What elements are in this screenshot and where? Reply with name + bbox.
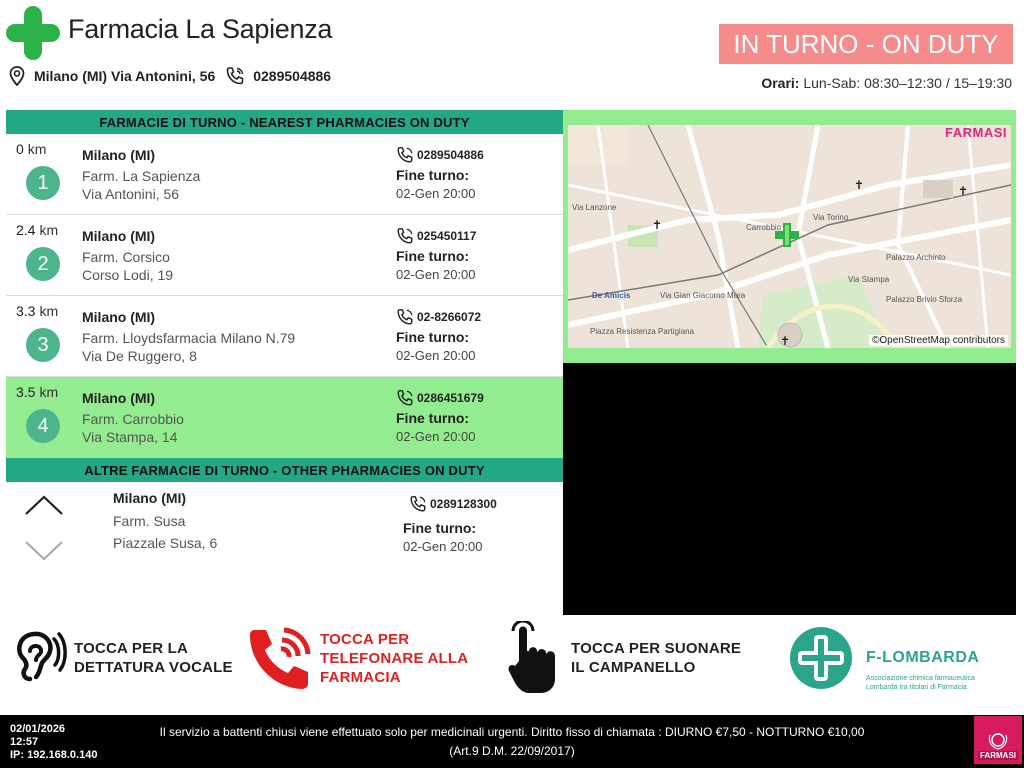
pharmacy-phone: 02-8266072 [396,308,481,326]
pharmacy-city: Milano (MI) [82,147,156,163]
footer-bar [0,715,1024,768]
end-shift-value: 02-Gen 20:00 [396,348,476,363]
nearest-pharmacy-list [6,134,563,458]
media-panel [563,363,1016,615]
map-label: Via Lanzone [572,203,617,212]
phone-icon [396,308,414,326]
svg-text:✝: ✝ [958,184,969,198]
arrow-up-icon[interactable] [24,494,64,516]
pharmacy-street: Via Stampa, 14 [82,429,178,445]
nearest-section-title: FARMACIE DI TURNO - NEAREST PHARMACIES ON DUTY [6,110,563,134]
pharmacy-phone: 0286451679 [396,389,484,407]
end-shift-value: 02-Gen 20:00 [403,539,483,554]
map-label: De Amicis [592,291,631,300]
pharmacy-street: Via De Ruggero, 8 [82,348,197,364]
f-lombarda-logo [788,625,1018,695]
pharmacy-name: Farm. Carrobbio [82,411,184,427]
farmasi-logo: FARMASI [974,716,1022,764]
hours-label: Orari: [761,75,800,91]
map-label: Piazza Resistenza Partigiana [590,327,695,336]
pharmacy-phone: 0289128300 [409,495,497,513]
partner-subtitle: Associazione chimica farmaceutica Lombarda tra titolari di Farmacia [866,675,975,691]
pharmacy-street: Corso Lodi, 19 [82,267,174,283]
rank-badge: 3 [26,328,60,362]
end-shift-value: 02-Gen 20:00 [396,267,476,282]
rank-badge: 1 [26,166,60,200]
voice-dictation-button[interactable] [10,622,244,694]
map-brand-logo: FARMASI [945,125,1007,140]
end-shift-label: Fine turno: [396,248,470,264]
system-info [10,723,97,762]
map-label: Via Torino [813,213,849,222]
pharmacy-row[interactable] [6,134,563,215]
on-duty-badge: IN TURNO - ON DUTY [719,24,1013,64]
logo-cross-icon [6,6,60,60]
service-notice: Il servizio a battenti chiusi viene effettuato solo per medicinali urgenti. Diritto fisso di chiamata : DIURNO €7,50 - NOTTURNO €10,00 (Art.9 D.M. 22/09/2017) [159,725,865,758]
end-shift-label: Fine turno: [396,167,470,183]
phone-icon [396,389,414,407]
hand-pointer-icon [505,621,561,695]
ear-icon [10,629,68,687]
phone-icon [409,495,427,513]
laurel-icon [987,731,1009,751]
svg-text:✝: ✝ [854,178,865,192]
pharmacy-city: Milano (MI) [82,228,156,244]
pharmacy-name: Farm. Corsico [82,249,170,265]
other-pharmacy-panel [6,482,563,612]
map-label: Carrobbio [746,223,782,232]
hours-value: Lun-Sab: 08:30–12:30 / 15–19:30 [803,75,1012,91]
pharmacy-name: Farm. Susa [113,513,186,529]
phone-icon [225,66,245,86]
other-section-title: ALTRE FARMACIE DI TURNO - OTHER PHARMACIES ON DUTY [6,458,563,482]
pharmacy-name: Farmacia La Sapienza [68,14,333,44]
distance: 0 km [16,141,47,157]
end-shift-label: Fine turno: [403,520,477,536]
call-pharmacy-label: TOCCA PER TELEFONARE ALLA FARMACIA [320,630,468,686]
map-view[interactable] [568,125,1011,348]
current-date: 02/01/2026 [10,723,66,735]
end-shift-value: 02-Gen 20:00 [396,186,476,201]
pharmacy-phone: 025450117 [396,227,476,245]
map-label: Palazzo Brivio Sforza [886,295,963,304]
pharmacy-row[interactable] [6,296,563,377]
arrow-down-icon[interactable] [24,540,64,562]
ip-address: IP: 192.168.0.140 [10,749,98,761]
map-label: Via Gian Giacomo Mora [660,291,746,300]
pharmacy-row[interactable] [6,215,563,296]
svg-text:✝: ✝ [652,218,663,232]
map-label: Palazzo Archinto [886,253,946,262]
pharmacy-phone: 0289504886 [396,146,484,164]
distance: 2.4 km [16,222,59,238]
rank-badge: 2 [26,247,60,281]
svg-text:✝: ✝ [780,334,791,348]
map-credit: ©OpenStreetMap contributors [869,335,1008,346]
pharmacy-city: Milano (MI) [82,309,156,325]
pharmacy-address: Milano (MI) Via Antonini, 56 [34,68,216,84]
pharmacy-name: Farm. La Sapienza [82,168,201,184]
partner-title: F-LOMBARDA [866,649,980,666]
distance: 3.5 km [16,384,59,400]
current-time: 12:57 [10,736,39,748]
end-shift-label: Fine turno: [396,410,470,426]
map-label: Via Stampa [848,275,890,284]
end-shift-label: Fine turno: [396,329,470,345]
call-ringing-icon [246,624,314,692]
voice-dictation-label: TOCCA PER LA DETTATURA VOCALE [74,640,233,676]
call-pharmacy-button[interactable] [246,622,480,694]
rank-badge: 4 [26,409,60,443]
ring-bell-button[interactable] [505,622,751,694]
ring-bell-label: TOCCA PER SUONARE IL CAMPANELLO [571,640,742,676]
pharmacy-phone: 0289504886 [253,68,332,84]
pharmacy-name: Farm. Lloydsfarmacia Milano N.79 [82,330,296,346]
end-shift-value: 02-Gen 20:00 [396,429,476,444]
location-pin-icon [8,66,26,86]
opening-hours [761,75,1012,91]
distance: 3.3 km [16,303,59,319]
flombarda-logo-icon [788,625,854,691]
phone-icon [396,146,414,164]
pharmacy-city: Milano (MI) [113,490,187,506]
address-line [8,66,331,86]
pharmacy-row-selected[interactable] [6,377,563,458]
pharmacy-city: Milano (MI) [82,390,156,406]
pharmacy-street: Via Antonini, 56 [82,186,180,202]
pharmacy-street: Piazzale Susa, 6 [113,535,218,551]
phone-icon [396,227,414,245]
